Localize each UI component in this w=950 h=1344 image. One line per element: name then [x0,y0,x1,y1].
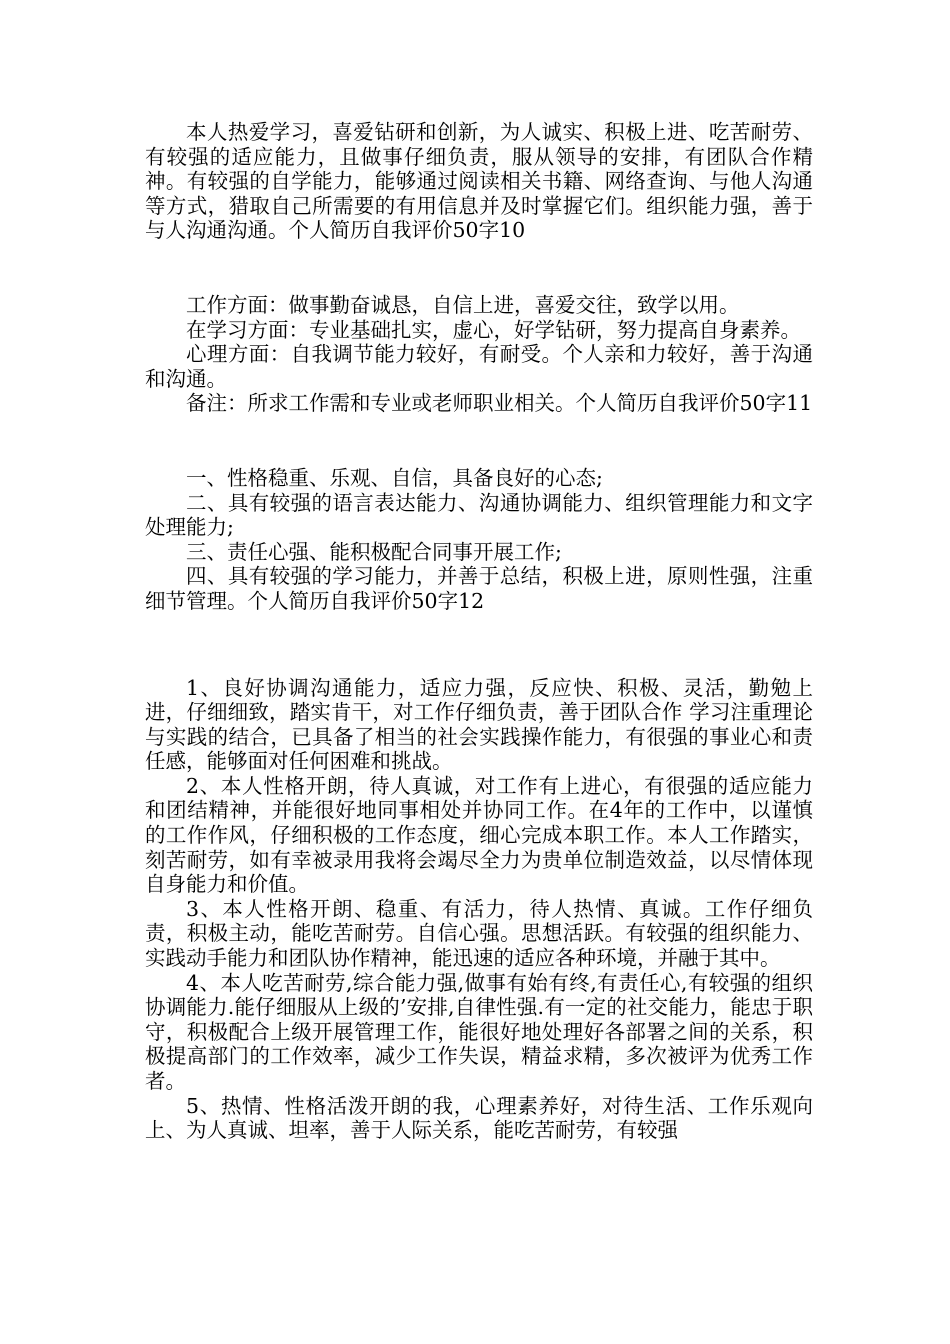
section-spacer [145,243,813,293]
section-4 [145,676,813,1143]
paragraph: 四、具有较强的学习能力，并善于总结，积极上进，原则性强，注重细节管理。个人简历自我评价50字12 [145,564,813,613]
paragraph: 2、本人性格开朗，待人真诚，对工作有上进心，有很强的适应能力和团结精神，并能很好地同事相处并协同工作。在4年的工作中，以谨慎的工作作风，仔细积极的工作态度，细心完成本职工作。本人工作踏实，刻苦耐劳，如有幸被录用我将会竭尽全力为贵单位制造效益，以尽情体现自身能力和价值。 [145,773,813,897]
paragraph: 备注：所求工作需和专业或老师职业相关。个人简历自我评价50字11 [186,391,813,416]
paragraph: 工作方面：做事勤奋诚恳，自信上进，喜爱交往，致学以用。 [186,292,740,317]
section-2 [145,293,813,416]
paragraph: 二、具有较强的语言表达能力、沟通协调能力、组织管理能力和文字处理能力; [145,490,813,540]
paragraph: 3、本人性格开朗、稳重、有活力，待人热情、真诚。工作仔细负责，积极主动，能吃苦耐劳。自信心强。思想活跃。有较强的组织能力、实践动手能力和团队协作精神，能迅速的适应各种环境，并融于其中。 [145,896,813,971]
paragraph: 一、性格稳重、乐观、自信，具备良好的心态; [186,465,603,490]
section-spacer [145,416,813,466]
paragraph: 在学习方面：专业基础扎实，虚心，好学钻研，努力提高自身素养。 [186,317,801,342]
section-1 [145,120,813,243]
section-spacer [145,614,813,676]
paragraph: 4、本人吃苦耐劳,综合能力强,做事有始有终,有责任心,有较强的组织协调能力.能仔细服从上级的’安排,自律性强.有一定的社交能力，能忠于职守，积极配合上级开展管理工作，能很好地处理好各部署之间的关系，积极提高部门的工作效率，减少工作失误，精益求精，多次被评为优秀工作者。 [145,970,813,1093]
document-page [145,120,813,1143]
paragraph: 5、热情、性格活泼开朗的我，心理素养好，对待生活、工作乐观向上、为人真诚、坦率，善于人际关系，能吃苦耐劳，有较强 [145,1093,813,1143]
paragraph: 本人热爱学习，喜爱钻研和创新，为人诚实、积极上进、吃苦耐劳、有较强的适应能力，且做事仔细负责，服从领导的安排，有团队合作精神。有较强的自学能力，能够通过阅读相关书籍、网络查询、与他人沟通等方式，猎取自己所需要的有用信息并及时掌握它们。组织能力强，善于与人沟通沟通。个人简历自我评价50字10 [145,120,813,243]
paragraph: 心理方面：自我调节能力较好，有耐受。个人亲和力较好，善于沟通和沟通。 [145,342,813,391]
paragraph: 三、责任心强、能积极配合同事开展工作; [186,539,562,564]
paragraph: 1、良好协调沟通能力，适应力强，反应快、积极、灵活，勤勉上进，仔细细致，踏实肯干，对工作仔细负责，善于团队合作 学习注重理论与实践的结合，已具备了相当的社会实践操作能力，有很强的事业心和责任感，能够面对任何困难和挑战。 [145,675,813,774]
section-3 [145,466,813,614]
